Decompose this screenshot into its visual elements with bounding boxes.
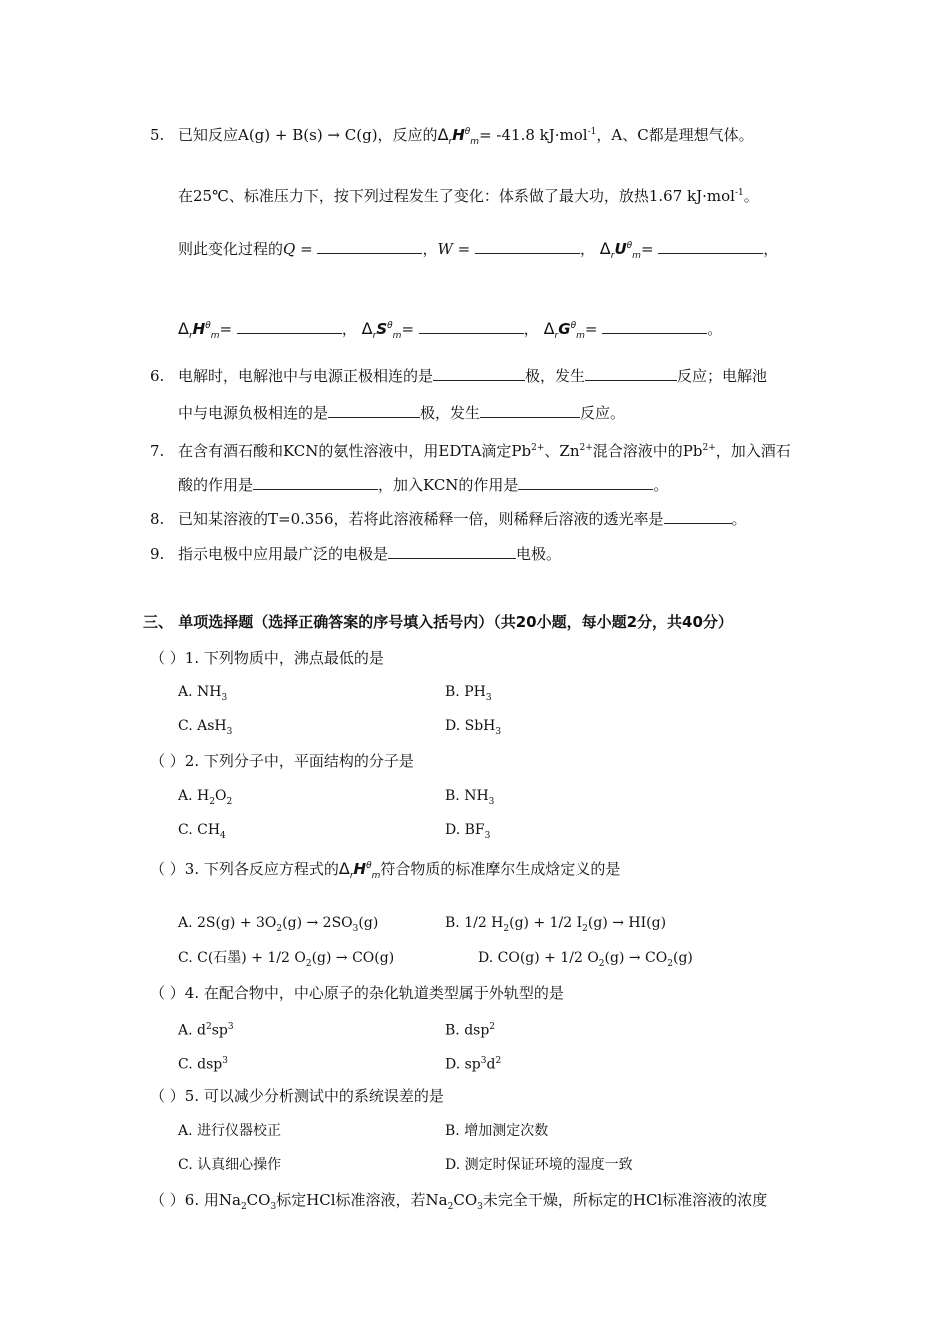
mc-q4-option-c[interactable]: C. dsp$^3$ [178, 1056, 228, 1073]
text: = [219, 320, 233, 338]
text: 在25℃、标准压力下，按下列过程发生了变化：体系做了最大功，放热1.67 kJ·mol [178, 187, 735, 205]
text: 极，发生 [420, 404, 481, 422]
text: 反应。 [580, 404, 626, 422]
answer-blank[interactable] [518, 475, 653, 490]
text: ， [580, 240, 596, 258]
fill-q7-line1 [150, 438, 791, 461]
answer-blank[interactable] [480, 403, 580, 418]
mc-q2-stem [150, 751, 414, 771]
mc-q1-option-d[interactable]: D. SbH$_3$ [445, 718, 502, 737]
text: 已知反应A(g) + B(s) → C(g)，反应的 [178, 126, 438, 144]
text: 2. 下列分子中，平面结构的分子是 [184, 752, 414, 770]
text: 指示电极中应用最广泛的电极是 [178, 545, 389, 563]
question-number: 7. [150, 442, 165, 460]
q-label: Q = [283, 240, 313, 258]
answer-blank-s[interactable] [419, 319, 524, 334]
text: 6. 用Na [184, 1191, 241, 1209]
delta-r-g-symbol: $\Delta_rG^\theta_m$ [543, 319, 585, 341]
mc-q3-option-b[interactable]: B. 1/2 $H_2(g) + 1/2$ $I_2(g) \to HI(g)$ [445, 915, 667, 934]
text: 5. 可以减少分析测试中的系统误差的是 [184, 1087, 444, 1105]
text: ， [341, 320, 357, 338]
mc-q2-option-d[interactable]: D. $BF_3$ [445, 822, 491, 841]
answer-blank[interactable] [433, 366, 525, 381]
text: = [401, 320, 415, 338]
superscript: 2+ [579, 443, 593, 453]
mc-q5-option-c[interactable]: C. 认真细心操作 [178, 1157, 282, 1173]
answer-paren[interactable]: （ ） [150, 1191, 185, 1209]
answer-paren[interactable]: （ ） [150, 1087, 185, 1105]
text: 酸的作用是 [178, 476, 254, 494]
superscript: -1 [587, 127, 597, 137]
text: ， [763, 240, 779, 258]
mc-q2-option-a[interactable]: A. $H_2O_2$ [178, 788, 233, 807]
superscript: 2+ [531, 443, 545, 453]
text: ，A、C都是理想气体。 [596, 126, 754, 144]
text: = [584, 320, 598, 338]
text: 电极。 [516, 545, 562, 563]
text: 混合溶液中的Pb [592, 442, 703, 460]
answer-blank[interactable] [388, 544, 516, 559]
text: ， [422, 240, 438, 258]
mc-q4-option-b[interactable]: B. dsp$^2$ [445, 1022, 496, 1039]
mc-q1-option-b[interactable]: B. $PH_3$ [445, 684, 492, 703]
mc-q3-stem [150, 856, 620, 886]
answer-blank-w[interactable] [475, 239, 580, 254]
text: 。 [707, 320, 723, 338]
text: 符合物质的标准摩尔生成焓定义的是 [380, 860, 621, 878]
text: 未完全干燥，所标定的HCl标准溶液的浓度 [482, 1191, 768, 1209]
mc-q5-option-b[interactable]: B. 增加测定次数 [445, 1123, 549, 1139]
question-number: 6. [150, 367, 165, 385]
mc-q4-option-d[interactable]: D. $sp^3d^2$ [445, 1056, 502, 1073]
answer-paren[interactable]: （ ） [150, 984, 185, 1002]
mc-q3-option-d[interactable]: D. CO(g) + 1/2 $O_2(g) \to CO_2(g)$ [478, 950, 693, 969]
delta-r-s-symbol: $\Delta_rS^\theta_m$ [361, 319, 402, 341]
text: ，加入酒石 [715, 442, 791, 460]
fill-q6-line2 [178, 403, 625, 423]
text: = -41.8 kJ·mol [479, 126, 588, 144]
answer-blank[interactable] [664, 509, 732, 524]
fill-q5-line1 [150, 122, 754, 152]
mc-q4-stem [150, 983, 564, 1003]
text: 已知某溶液的T=0.356，若将此溶液稀释一倍，则稀释后溶液的透光率是 [178, 510, 664, 528]
answer-blank[interactable] [328, 403, 420, 418]
mc-q2-option-c[interactable]: C. $CH_4$ [178, 822, 226, 841]
answer-blank-h[interactable] [237, 319, 342, 334]
answer-blank-g[interactable] [602, 319, 707, 334]
superscript: 2+ [702, 443, 716, 453]
delta-r-h-symbol: $\Delta_rH^\theta_m$ [178, 319, 220, 341]
mc-q4-option-a[interactable]: A. $d^2sp^3$ [178, 1022, 234, 1039]
text: ，加入KCN的作用是 [378, 476, 519, 494]
mc-q2-option-b[interactable]: B. $NH_3$ [445, 788, 495, 807]
superscript: -1 [734, 188, 744, 198]
text: 、Zn [544, 442, 580, 460]
mc-q1-option-c[interactable]: C. AsH$_3$ [178, 718, 233, 737]
text: 中与电源负极相连的是 [178, 404, 329, 422]
section3-title: 三、 单项选择题（选择正确答案的序号填入括号内）（共20小题，每小题2分，共40分） [143, 613, 733, 631]
text: 3. 下列各反应方程式的 [184, 860, 339, 878]
delta-r-u-symbol: $\Delta_rU^\theta_m$ [599, 239, 641, 261]
mc-q5-option-a[interactable]: A. 进行仪器校正 [178, 1123, 282, 1139]
fill-q5-line2 [178, 183, 759, 206]
mc-q1-stem [150, 648, 384, 668]
text: CO [246, 1191, 271, 1209]
mc-q5-option-d[interactable]: D. 测定时保证环境的湿度一致 [445, 1157, 633, 1173]
text: 电解时，电解池中与电源正极相连的是 [178, 367, 434, 385]
fill-q8 [150, 509, 747, 529]
answer-paren[interactable]: （ ） [150, 649, 185, 667]
answer-blank[interactable] [253, 475, 378, 490]
fill-q7-line2 [178, 475, 668, 495]
text: 在含有酒石酸和KCN的氨性溶液中，用EDTA滴定Pb [178, 442, 532, 460]
fill-q5-line4 [178, 316, 722, 346]
text: 4. 在配合物中，中心原子的杂化轨道类型属于外轨型的是 [184, 984, 564, 1002]
text: = [640, 240, 654, 258]
mc-q1-option-a[interactable]: A. $NH_3$ [178, 684, 228, 703]
text: 则此变化过程的 [178, 240, 284, 258]
text: 。 [743, 187, 759, 205]
text: 标定HCl标准溶液，若Na [276, 1191, 448, 1209]
text: 。 [653, 476, 669, 494]
mc-q3-option-c[interactable]: C. C(石墨) + 1/2 $O_2(g) \to CO(g)$ [178, 950, 395, 969]
answer-blank[interactable] [585, 366, 677, 381]
mc-q3-option-a[interactable]: A. $2S(g) + 3O_2(g) \to 2SO_3(g)$ [178, 915, 379, 934]
answer-paren[interactable]: （ ） [150, 752, 185, 770]
fill-q6-line1 [150, 366, 767, 386]
delta-r-h-symbol: $\Delta_rH^\theta_m$ [437, 125, 480, 147]
fill-q5-line3 [178, 236, 778, 266]
fill-q9 [150, 544, 561, 564]
text: 。 [731, 510, 747, 528]
delta-r-h-symbol: $\Delta_rH^\theta_m$ [338, 859, 381, 881]
answer-paren[interactable]: （ ） [150, 860, 185, 878]
w-label: W = [437, 240, 471, 258]
text: CO [453, 1191, 478, 1209]
mc-q6-stem: （ ）6. 用$Na_2CO_3$标定HCl标准溶液，若$Na_2CO_3$未完全干燥，所标定的HCl标准溶液的浓度 [150, 1191, 768, 1212]
mc-q5-stem [150, 1086, 444, 1106]
answer-blank-u[interactable] [658, 239, 763, 254]
text: 反应；电解池 [677, 367, 768, 385]
text: 极，发生 [525, 367, 586, 385]
text: ， [523, 320, 539, 338]
question-number: 8. [150, 510, 165, 528]
question-number: 9. [150, 545, 165, 563]
text: 1. 下列物质中，沸点最低的是 [184, 649, 384, 667]
answer-blank-q[interactable] [317, 239, 422, 254]
question-number: 5. [150, 126, 165, 144]
